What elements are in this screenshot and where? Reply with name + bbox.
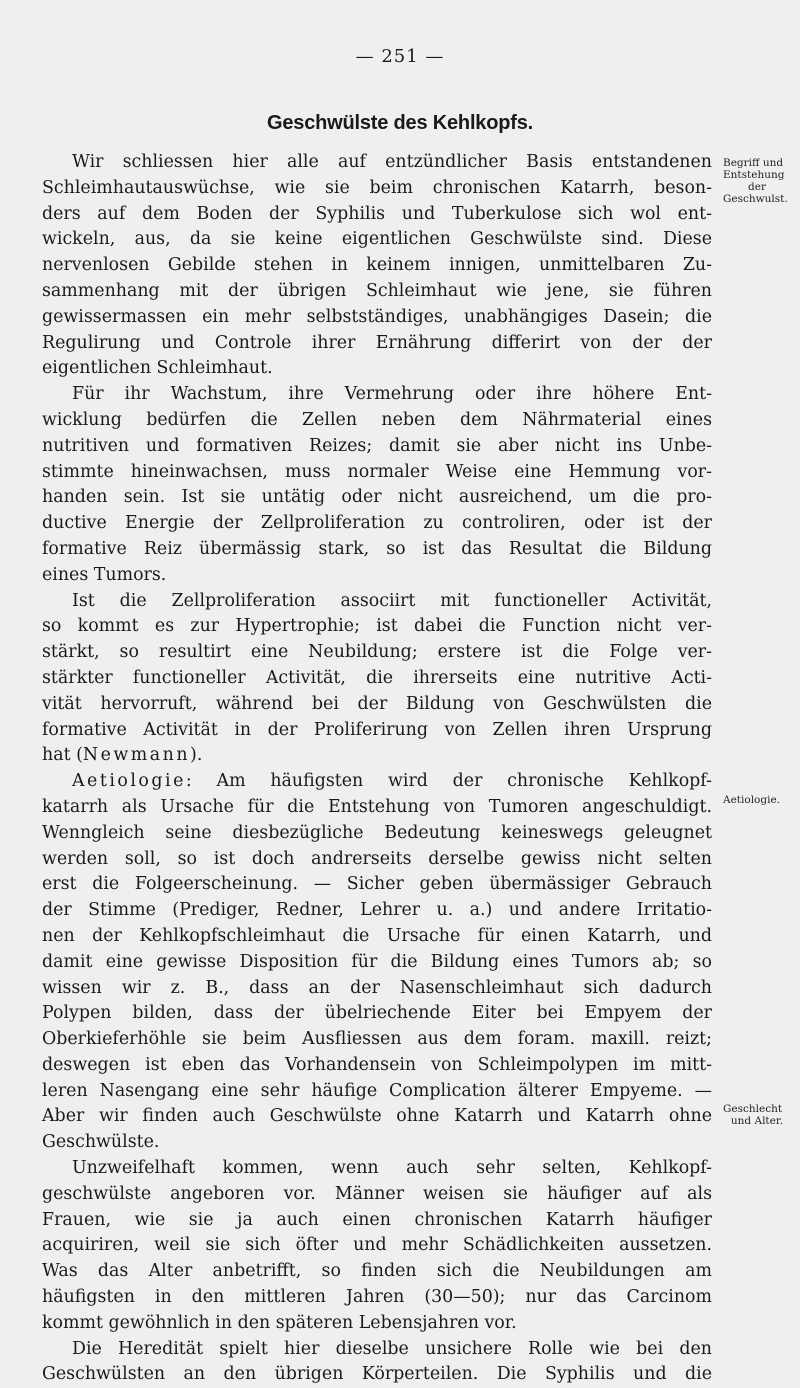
section-keyword: Aetiologie: [72, 771, 186, 792]
text-line: deswegen ist eben das Vorhandensein von Schleimpolypen im mitt-: [42, 1054, 712, 1075]
text-line: [42, 743, 712, 769]
text-line: Polypen bilden, dass der übelriechende Eiter bei Empyem der: [42, 1003, 712, 1024]
text-line: Wir schliessen hier alle auf entzündlicher Basis entstandenen: [72, 152, 712, 172]
sidenote-line: Geschwulst.: [723, 193, 788, 205]
text-line: acquiriren, weil sie sich öfter und mehr Schädlichkeiten aussetzen.: [42, 1235, 712, 1256]
text-fragment: ).: [190, 745, 203, 766]
section-heading: Geschwülste des Kehlkopfs.: [267, 112, 533, 134]
sidenote-aetiologie: [723, 794, 795, 806]
text-line: Für ihr Wachstum, ihre Vermehrung oder ihre höhere Ent-: [72, 384, 712, 405]
sidenote-line: Aetiologie.: [723, 794, 781, 806]
text-line: erst die Folgeerscheinung. — Sicher geben übermässiger Gebrauch: [42, 874, 712, 895]
text-line: leren Nasengang eine sehr häufige Complication älterer Empyeme. —: [42, 1080, 712, 1101]
text-line: eines Tumors.: [42, 564, 167, 585]
text-line: Geschwülsten an den übrigen Körperteilen. Die Syphilis und die: [42, 1364, 712, 1385]
text-line: wissen wir z. B., dass an der Nasenschleimhaut sich dadurch: [42, 977, 712, 998]
sidenote-line: der: [748, 181, 766, 193]
sidenote-geschlecht: [723, 1103, 795, 1127]
text-fragment: : Am häufigsten wird der chronische Kehlkopf-: [185, 771, 712, 792]
page-number: — 251 —: [355, 46, 445, 67]
sidenote-line: Geschlecht: [723, 1103, 783, 1115]
sidenote-line: Begriff und: [723, 157, 784, 169]
text-line: formative Activität in der Proliferirung von Zellen ihren Ursprung: [42, 719, 712, 740]
text-line: ductive Energie der Zellproliferation zu controliren, oder ist der: [42, 513, 712, 534]
text-line: Geschwülste.: [42, 1132, 160, 1153]
text-fragment: hat (: [42, 745, 83, 766]
text-line: sammenhang mit der übrigen Schleimhaut wie jene, sie führen: [42, 280, 712, 301]
text-line: nen der Kehlkopfschleimhaut die Ursache für einen Katarrh, und: [42, 925, 712, 946]
author-name: Newmann: [82, 745, 191, 766]
text-line: Die Heredität spielt hier dieselbe unsichere Rolle wie bei den: [72, 1338, 712, 1359]
text-line: Schleimhautauswüchse, wie sie beim chronischen Katarrh, beson-: [42, 177, 712, 198]
text-line: vität hervorruft, während bei der Bildung von Geschwülsten die: [42, 693, 712, 714]
text-line: Wenngleich seine diesbezügliche Bedeutung keineswegs geleugnet: [42, 822, 712, 843]
text-line: katarrh als Ursache für die Entstehung von Tumoren angeschuldigt.: [42, 796, 712, 817]
body-text: [42, 150, 712, 1388]
text-line: Unzweifelhaft kommen, wenn auch sehr selten, Kehlkopf-: [72, 1158, 712, 1179]
text-line: Oberkieferhöhle sie beim Ausfliessen aus dem foram. maxill. reizt;: [42, 1029, 712, 1050]
text-line: nervenlosen Gebilde stehen in keinem innigen, unmittelbaren Zu-: [42, 255, 712, 276]
sidenote-begriff: [723, 157, 795, 205]
text-line: [42, 769, 712, 795]
text-line: stimmte hineinwachsen, muss normaler Weise eine Hemmung vor-: [42, 461, 712, 482]
text-line: ders auf dem Boden der Syphilis und Tuberkulose sich wol ent-: [42, 203, 712, 224]
text-line: eigentlichen Schleimhaut.: [42, 358, 273, 379]
text-line: Regulirung und Controle ihrer Ernährung differirt von der der: [42, 332, 712, 353]
text-line: Frauen, wie sie ja auch einen chronischen Katarrh häufiger: [42, 1209, 712, 1230]
text-line: stärkt, so resultirt eine Neubildung; erstere ist die Folge ver-: [42, 642, 712, 663]
text-line: wickeln, aus, da sie keine eigentlichen Geschwülste sind. Diese: [42, 229, 712, 250]
text-line: kommt gewöhnlich in den späteren Lebensjahren vor.: [42, 1312, 517, 1333]
text-line: gewissermassen ein mehr selbstständiges, unabhängiges Dasein; die: [42, 306, 712, 327]
text-line: der Stimme (Prediger, Redner, Lehrer u. a.) und andere Irritatio-: [42, 900, 712, 921]
sidenote-line: und Alter.: [730, 1115, 784, 1127]
text-line: wicklung bedürfen die Zellen neben dem Nährmaterial eines: [42, 409, 712, 430]
text-line: damit eine gewisse Disposition für die Bildung eines Tumors ab; so: [42, 951, 712, 972]
text-line: nutritiven und formativen Reizes; damit sie aber nicht ins Unbe-: [42, 435, 712, 456]
sidenote-line: Entstehung: [723, 169, 785, 181]
text-line: Was das Alter anbetrifft, so finden sich die Neubildungen am: [42, 1261, 712, 1282]
text-line: formative Reiz übermässig stark, so ist das Resultat die Bildung: [42, 538, 712, 559]
text-line: werden soll, so ist doch andrerseits derselbe gewiss nicht selten: [42, 848, 712, 869]
text-line: so kommt es zur Hypertrophie; ist dabei die Function nicht ver-: [42, 616, 712, 637]
text-line: Aber wir finden auch Geschwülste ohne Katarrh und Katarrh ohne: [42, 1106, 712, 1127]
text-line: häufigsten in den mittleren Jahren (30—50); nur das Carcinom: [42, 1287, 712, 1308]
text-line: handen sein. Ist sie untätig oder nicht ausreichend, um die pro-: [42, 487, 712, 508]
text-line: Ist die Zellproliferation associirt mit functioneller Activität,: [72, 590, 712, 611]
text-line: geschwülste angeboren vor. Männer weisen sie häufiger auf als: [42, 1183, 712, 1204]
text-line: stärkter functioneller Activität, die ihrerseits eine nutritive Acti-: [42, 667, 712, 688]
